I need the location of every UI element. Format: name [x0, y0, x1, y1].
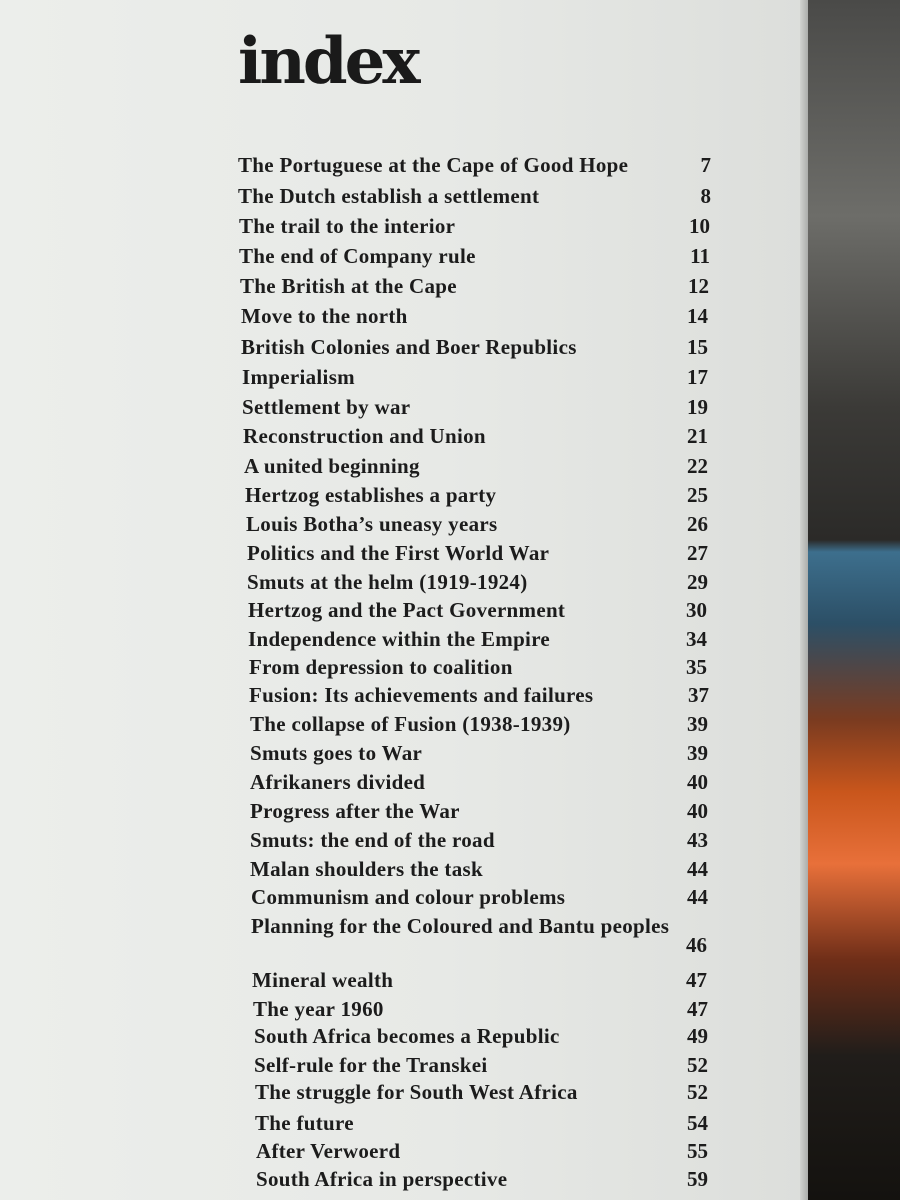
- entry-title: The Portuguese at the Cape of Good Hope: [238, 153, 629, 177]
- entry-page-number: 59: [687, 1167, 708, 1191]
- entry-page-number: 44: [687, 857, 708, 881]
- index-entry: [255, 1110, 708, 1138]
- entry-page-number: 12: [688, 274, 709, 298]
- entry-page-number: 55: [687, 1139, 708, 1163]
- entry-title: South Africa in perspective: [256, 1167, 508, 1191]
- entry-page-number: 30: [686, 598, 707, 622]
- index-entry: [256, 1166, 708, 1194]
- entry-title: Move to the north: [241, 304, 408, 328]
- entry-page-number: 40: [687, 770, 708, 794]
- entry-page-number: 11: [690, 244, 710, 268]
- entry-title: Planning for the Coloured and Bantu peoples: [251, 914, 670, 938]
- page-title: index: [238, 24, 418, 99]
- entry-title: Independence within the Empire: [248, 627, 551, 651]
- entry-title: From depression to coalition: [249, 655, 513, 679]
- index-entry: [241, 303, 708, 331]
- entry-page-number: 14: [687, 304, 708, 328]
- entry-page-number: 52: [687, 1080, 708, 1104]
- entry-page-number: 10: [689, 214, 710, 238]
- index-entry: [255, 1079, 708, 1107]
- entry-title: Afrikaners divided: [250, 770, 426, 794]
- index-entry: [252, 967, 707, 995]
- index-entry: [250, 711, 708, 739]
- entry-page-number: 17: [687, 365, 708, 389]
- entry-title: The British at the Cape: [240, 274, 457, 298]
- index-entry: [254, 1052, 708, 1080]
- entry-page-number: 47: [687, 997, 708, 1021]
- index-entry: [240, 273, 709, 301]
- entry-title: Settlement by war: [242, 395, 411, 419]
- index-entry: [250, 798, 708, 826]
- index-entry: [251, 914, 707, 957]
- entry-title: Reconstruction and Union: [243, 424, 486, 448]
- entry-page-number: 52: [687, 1053, 708, 1077]
- entry-page-number: 44: [687, 885, 708, 909]
- index-entry: [249, 654, 707, 682]
- entry-page-number: 43: [687, 828, 708, 852]
- index-entry: [239, 213, 710, 241]
- entry-title: The future: [255, 1111, 354, 1135]
- index-entry: [243, 423, 708, 451]
- entry-page-number: 49: [687, 1024, 708, 1048]
- entry-title: Smuts: the end of the road: [250, 828, 495, 852]
- index-entry: [250, 769, 708, 797]
- entry-title: Politics and the First World War: [247, 541, 550, 565]
- index-entry: [241, 334, 708, 362]
- entry-title: A united beginning: [244, 454, 420, 478]
- entry-title: Malan shoulders the task: [250, 857, 483, 881]
- page-edge-shadow: [800, 0, 808, 1200]
- index-entry: [244, 453, 708, 481]
- index-entry: [238, 152, 711, 180]
- index-entry: [247, 540, 708, 568]
- entry-page-number: 22: [687, 454, 708, 478]
- entry-page-number: 39: [687, 741, 708, 765]
- entry-title: Hertzog and the Pact Government: [248, 598, 566, 622]
- entry-page-number: 19: [687, 395, 708, 419]
- entry-page-number: 27: [687, 541, 708, 565]
- entry-page-number: 15: [687, 335, 708, 359]
- entry-title: The struggle for South West Africa: [255, 1080, 578, 1104]
- index-entry: [250, 740, 708, 768]
- entry-page-number: 7: [700, 153, 711, 177]
- entry-title: Smuts at the helm (1919-1924): [247, 570, 528, 594]
- entry-page-number: 37: [688, 683, 709, 707]
- index-entry: [253, 996, 708, 1024]
- index-entry: [251, 884, 708, 912]
- entry-page-number: 46: [686, 933, 707, 957]
- entry-title: The year 1960: [253, 997, 384, 1021]
- index-entry: [246, 511, 708, 539]
- entry-title: British Colonies and Boer Republics: [241, 335, 577, 359]
- entry-title: Smuts goes to War: [250, 741, 423, 765]
- entry-title: Imperialism: [242, 365, 355, 389]
- entry-title: Fusion: Its achievements and failures: [249, 683, 594, 707]
- index-entry: [238, 183, 711, 211]
- entry-title: Louis Botha’s uneasy years: [246, 512, 498, 536]
- index-entry: [249, 682, 709, 710]
- background-scene: [808, 0, 900, 1200]
- index-entry: [250, 856, 708, 884]
- index-entry: [256, 1138, 708, 1166]
- entry-title: The trail to the interior: [239, 214, 456, 238]
- entry-page-number: 21: [687, 424, 708, 448]
- entry-title: Self-rule for the Transkei: [254, 1053, 488, 1077]
- entry-page-number: 29: [687, 570, 708, 594]
- entry-title: Hertzog establishes a party: [245, 483, 497, 507]
- entry-title: The end of Company rule: [239, 244, 476, 268]
- entry-title: The collapse of Fusion (1938-1939): [250, 712, 571, 736]
- index-entry: [239, 243, 710, 271]
- entry-title: South Africa becomes a Republic: [254, 1024, 560, 1048]
- entry-page-number: 39: [687, 712, 708, 736]
- entry-page-number: 35: [686, 655, 707, 679]
- index-entry: [254, 1023, 708, 1051]
- entry-page-number: 40: [687, 799, 708, 823]
- entry-title: Progress after the War: [250, 799, 460, 823]
- entry-page-number: 26: [687, 512, 708, 536]
- index-entry: [242, 394, 708, 422]
- entry-title: The Dutch establish a settlement: [238, 184, 540, 208]
- entry-page-number: 8: [700, 184, 711, 208]
- index-entry: [245, 482, 708, 510]
- index-entry: [247, 569, 708, 597]
- index-entry: [248, 597, 707, 625]
- entry-page-number: 34: [686, 627, 707, 651]
- entry-page-number: 54: [687, 1111, 708, 1135]
- entry-title: Communism and colour problems: [251, 885, 566, 909]
- entry-page-number: 47: [686, 968, 707, 992]
- index-entry: [248, 626, 707, 654]
- entry-title: After Verwoerd: [256, 1139, 401, 1163]
- entry-title: Mineral wealth: [252, 968, 394, 992]
- index-entry: [242, 364, 708, 392]
- entry-page-number: 25: [687, 483, 708, 507]
- index-entry: [250, 827, 708, 855]
